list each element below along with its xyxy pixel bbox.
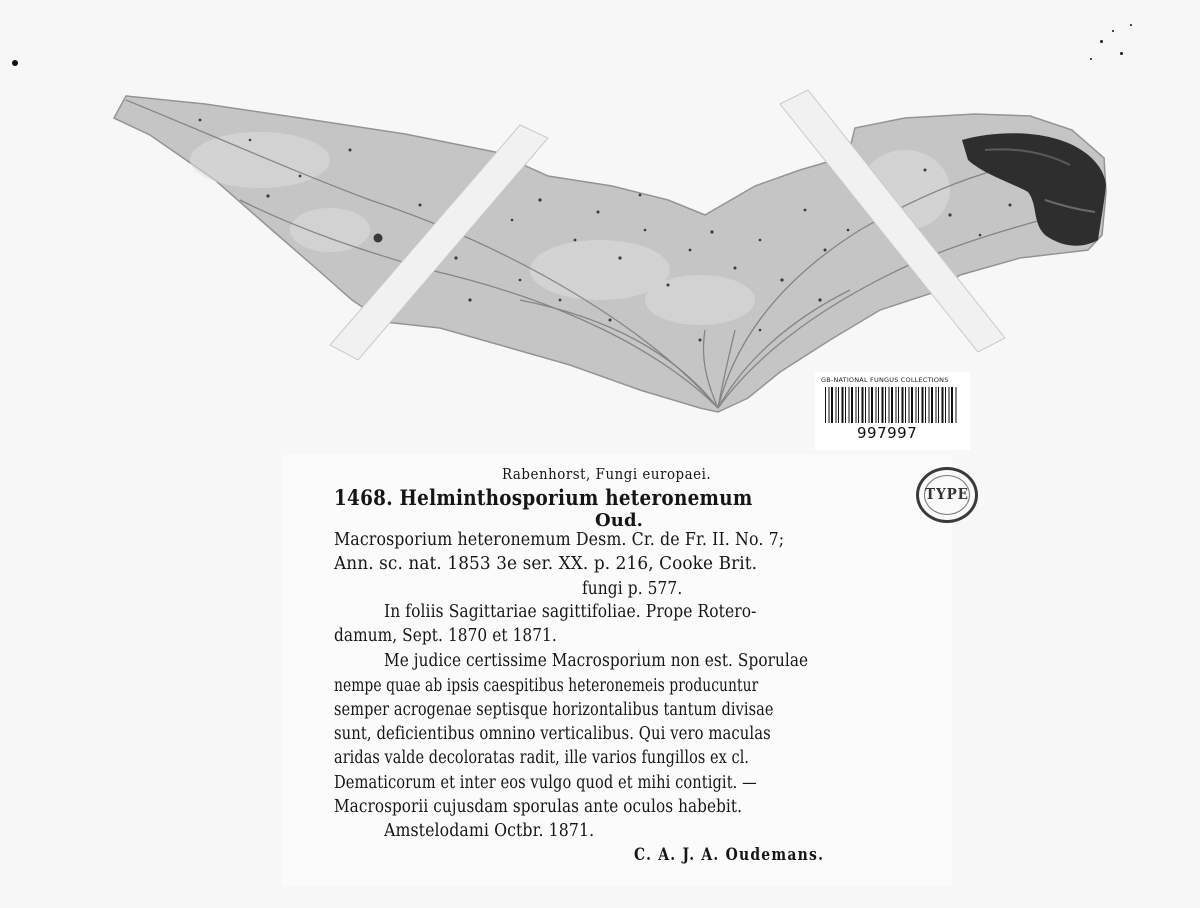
- barcode-bar: [871, 387, 873, 423]
- barcode-bar: [898, 387, 899, 423]
- barcode-bar: [945, 387, 946, 423]
- specks: [1120, 52, 1123, 55]
- barcode-bar: [889, 387, 890, 423]
- type-stamp-text: TYPE: [925, 485, 969, 503]
- printed-exsiccata-label: [282, 455, 952, 885]
- barcode-bar: [936, 387, 937, 423]
- barcode-bar: [836, 387, 837, 423]
- barcode-bar: [869, 387, 870, 423]
- barcode-bar: [825, 387, 826, 423]
- barcode-bar: [858, 387, 859, 423]
- barcode-label: [815, 372, 970, 450]
- label-synonym-line: Ann. sc. nat. 1853 3e ser. XX. p. 216, Cooke Brit.: [334, 554, 758, 574]
- barcode-bar: [829, 387, 830, 423]
- barcode-bar: [916, 387, 917, 423]
- label-synonym-line: fungi p. 577.: [582, 579, 683, 599]
- label-note-line: sunt, deficientibus omnino verticalibus. Qui vero maculas: [334, 724, 771, 744]
- label-collector: C. A. J. A. Oudemans.: [634, 845, 825, 865]
- label-note-line: Dematicorum et inter eos vulgo quod et mihi contigit. —: [334, 773, 757, 793]
- label-note-line: semper acrogenae septisque horizontalibus tantum divisae: [334, 700, 774, 720]
- label-habitat-line: In foliis Sagittariae sagittifoliae. Prope Rotero-: [384, 602, 757, 622]
- specks: [1130, 24, 1132, 26]
- barcode-bar: [896, 387, 897, 423]
- barcode-bar: [938, 387, 939, 423]
- specks: [12, 60, 18, 66]
- label-habitat-line: damum, Sept. 1870 et 1871.: [334, 626, 557, 646]
- barcode-bar: [925, 387, 926, 423]
- barcode-bar: [949, 387, 950, 423]
- barcode-bar: [905, 387, 906, 423]
- barcode-bar: [929, 387, 930, 423]
- barcode-bar: [885, 387, 886, 423]
- specks: [1090, 58, 1092, 60]
- barcode-bar: [956, 387, 957, 423]
- specks: [1100, 40, 1103, 43]
- label-note-line: Macrosporii cujusdam sporulas ante oculos habebit.: [334, 797, 743, 817]
- barcode-bar: [902, 387, 904, 423]
- barcode-bar: [849, 387, 850, 423]
- label-synonym-line: Macrosporium heteronemum Desm. Cr. de Fr. II. No. 7;: [334, 530, 785, 550]
- barcode-bar: [876, 387, 877, 423]
- label-place-date: Amstelodami Octbr. 1871.: [384, 821, 595, 841]
- barcode-bar: [882, 387, 884, 423]
- barcode-bar: [942, 387, 944, 423]
- barcode-bar: [911, 387, 913, 423]
- label-title: 1468. Helminthosporium heteronemum: [334, 485, 753, 510]
- label-note-line: aridas valde decoloratas radit, ille varios fungillos ex cl.: [334, 748, 750, 768]
- barcode-bar: [862, 387, 864, 423]
- barcode-bar: [842, 387, 844, 423]
- barcode-bar: [951, 387, 953, 423]
- barcode-bar: [856, 387, 857, 423]
- label-author: Oud.: [595, 510, 644, 531]
- barcode-bars: [825, 387, 960, 423]
- barcode-institution: GB-NATIONAL FUNGUS COLLECTIONS: [821, 376, 949, 384]
- barcode-bar: [922, 387, 924, 423]
- barcode-bar: [918, 387, 919, 423]
- barcode-number: 997997: [857, 424, 918, 442]
- barcode-bar: [845, 387, 846, 423]
- label-note-line: nempe quae ab ipsis caespitibus heteronemeis producuntur: [334, 676, 759, 696]
- label-note-line: Me judice certissime Macrosporium non est. Sporulae: [384, 651, 809, 671]
- barcode-bar: [831, 387, 833, 423]
- barcode-bar: [838, 387, 839, 423]
- barcode-bar: [851, 387, 853, 423]
- specks: [1112, 30, 1114, 32]
- barcode-bar: [931, 387, 933, 423]
- type-stamp: [916, 467, 978, 523]
- barcode-bar: [865, 387, 866, 423]
- barcode-bar: [878, 387, 879, 423]
- barcode-bar: [891, 387, 893, 423]
- barcode-bar: [909, 387, 910, 423]
- label-series: Rabenhorst, Fungi europaei.: [502, 467, 712, 483]
